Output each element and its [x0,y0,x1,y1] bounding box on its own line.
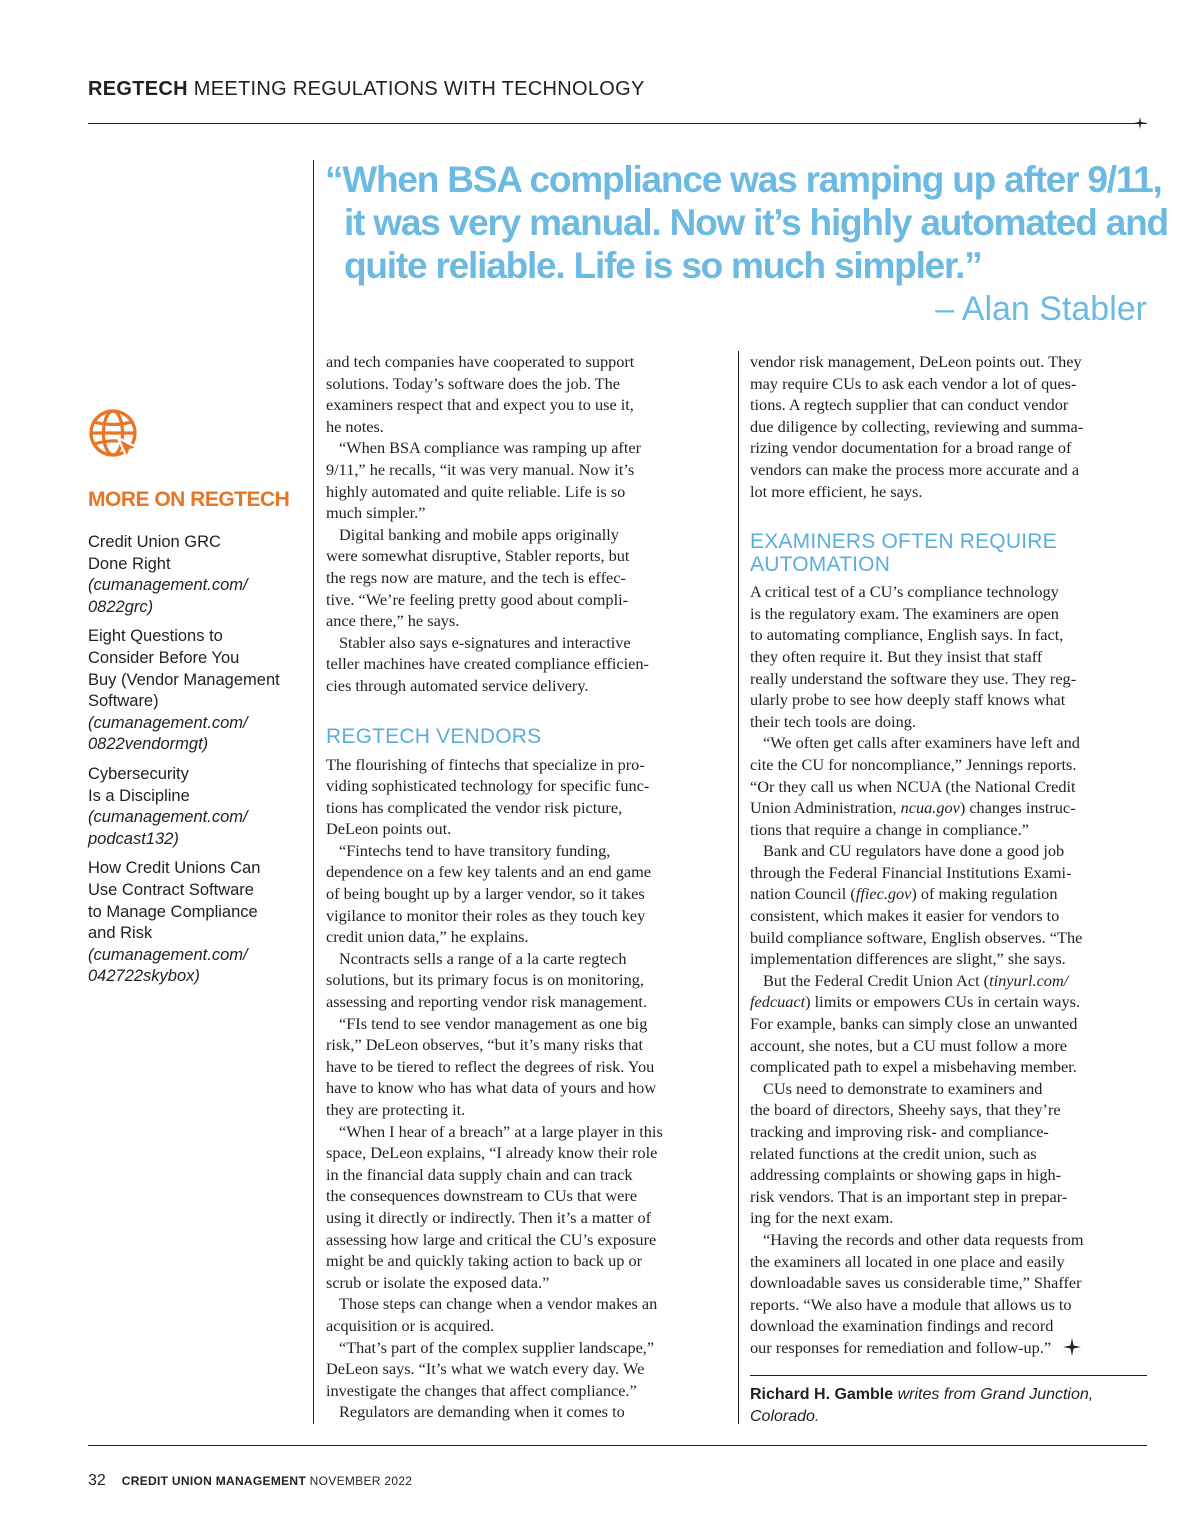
text-line: “When I hear of a breach” at a large player in this [339,1121,663,1141]
page-number: 32 [88,1472,106,1489]
link-text[interactable]: ncua.gov [900,798,960,818]
issue-date: NOVEMBER 2022 [306,1474,413,1488]
related-link-title: Cybersecurity [88,764,189,783]
paragraph [750,732,1150,840]
paragraph [750,351,1150,502]
text-line: Digital banking and mobile apps originally [339,524,619,544]
related-link-title: Credit Union GRC [88,533,221,551]
text-line: build compliance software, English observes. “The [750,927,1083,947]
text-line: “FIs tend to see vendor management as one big [339,1013,648,1033]
spacer [326,697,726,725]
related-link[interactable] [88,626,308,756]
page-footer [88,1472,412,1490]
text-line: tions. A regtech supplier that can conduct vendor [750,395,1069,415]
text-line: rizing vendor documentation for a broad range of [750,438,1072,458]
text-line: the examiners all located in one place and easily [750,1251,1065,1271]
text-line: through the Federal Financial Institutions Exami- [750,862,1072,882]
text-run: ) of making regulation [911,884,1058,904]
text-run: nation Council ( [750,884,856,904]
text-line [750,883,1150,905]
text-line: vendors can make the process more accurate and a [750,459,1080,479]
paragraph [326,437,726,523]
text-line: using it directly or indirectly. Then it’s a matter of [326,1207,652,1227]
text-line: Those steps can change when a vendor makes an [339,1294,658,1314]
text-line: tions has complicated the vendor risk picture, [326,797,623,817]
text-line: the board of directors, Sheehy says, that they’re [750,1100,1061,1120]
article-column-2 [750,351,1150,1359]
text-run: our responses for remediation and follow-up.” [750,1337,1052,1357]
related-link-url: 042722skybox) [88,967,200,986]
text-line: acquisition or is acquired. [326,1315,495,1335]
text-line: assessing how large and critical the CU’s exposure [326,1229,657,1249]
paragraph [326,1293,726,1336]
author-location: Colorado. [750,1408,820,1425]
link-text[interactable]: fedcuact [750,992,806,1012]
text-line: ularly probe to see how deeply staff knows what [750,690,1066,710]
text-line: For example, banks can simply close an unwanted [750,1014,1078,1034]
text-line: implementation differences are slight,” she says. [750,949,1066,969]
text-line: may require CUs to ask each vendor a lot of ques- [750,373,1077,393]
section-heading [750,530,1150,576]
author-byline [750,1384,1150,1428]
text-line: download the examination findings and record [750,1316,1054,1336]
text-line: highly automated and quite reliable. Life is so [326,481,626,501]
text-line: Bank and CU regulators have done a good job [763,841,1065,861]
paragraph [750,1078,1150,1229]
text-line: is the regulatory exam. The examiners are open [750,603,1059,623]
text-line [750,797,1150,819]
text-line: their tech tools are doing. [750,711,916,731]
text-line: he notes. [326,416,384,436]
text-line: downloadable saves us considerable time,” Shaffer [750,1273,1082,1293]
text-line: credit union data,” he explains. [326,927,529,947]
text-line: of being bought up by a larger vendor, so it takes [326,884,645,904]
text-line: teller machines have created compliance efficien- [326,654,649,674]
paragraph [326,754,726,840]
text-line: tions that require a change in compliance.” [750,819,1029,839]
paragraph [750,840,1150,970]
text-line: “Fintechs tend to have transitory funding, [339,840,611,860]
text-line: viding sophisticated technology for specific func- [326,776,650,796]
text-line: risk,” DeLeon observes, “but it’s many risks that [326,1035,643,1055]
related-link-title: to Manage Compliance [88,902,258,921]
text-line: risk vendors. That is an important step in prepar- [750,1186,1068,1206]
text-line: Ncontracts sells a range of a la carte regtech [339,948,627,968]
pull-quote-line: it was very manual. Now it’s highly automated and [344,202,1168,243]
magazine-name: CREDIT UNION MANAGEMENT [121,1474,307,1488]
text-line: in the financial data supply chain and can track [326,1164,633,1184]
related-link-url: 0822grc) [88,597,154,616]
text-line: 9/11,” he recalls, “it was very manual. Now it’s [326,459,635,479]
text-line: Regulators are demanding when it comes to [339,1402,625,1422]
text-line: addressing complaints or showing gaps in high- [750,1165,1062,1185]
text-line: cite the CU for noncompliance,” Jennings reports. [750,754,1077,774]
text-line: “We often get calls after examiners have left and [763,733,1080,753]
paragraph [326,948,726,1013]
text-line: related functions at the credit union, such as [750,1143,1037,1163]
text-line: due diligence by collecting, reviewing and summa- [750,416,1084,436]
text-line [750,1337,1150,1359]
text-line: DeLeon says. “It’s what we watch every day. We [326,1359,645,1379]
paragraph [326,1401,726,1423]
related-link-title: Buy (Vendor Management [88,670,280,689]
related-link-title: How Credit Unions Can [88,859,261,878]
heading-line: AUTOMATION [750,553,891,577]
heading-line: EXAMINERS OFTEN REQUIRE [750,530,1057,554]
text-line: tive. “We’re feeling pretty good about compli- [326,589,629,609]
author-name: Richard H. Gamble [750,1386,894,1403]
text-line: the consequences downstream to CUs that were [326,1186,638,1206]
spacer [750,502,1150,530]
text-line: assessing and reporting vendor risk management. [326,992,648,1012]
related-link-url: 0822vendormgt) [88,735,209,754]
section-heading: REGTECH VENDORS [326,724,542,748]
text-line: DeLeon points out. [326,819,452,839]
paragraph [326,351,726,437]
section-subtitle: MEETING REGULATIONS WITH TECHNOLOGY [193,78,645,100]
paragraph [750,581,1150,732]
text-line [750,970,1150,992]
paragraph [326,1013,726,1121]
text-run: Union Administration, [750,798,901,818]
text-line: reports. “We also have a module that allows us to [750,1294,1072,1314]
text-line: they are protecting it. [326,1100,466,1119]
text-line: might be and quickly taking action to back up or [326,1251,643,1271]
related-link[interactable] [88,858,308,988]
text-line: vigilance to monitor their roles as they touch key [326,905,646,925]
text-line: lot more efficient, he says. [750,481,923,501]
related-link[interactable] [88,532,308,618]
text-line: really understand the software they use. They reg- [750,668,1077,688]
text-line: space, DeLeon explains, “I already know their role [326,1143,658,1163]
globe-cursor-icon [88,408,140,462]
text-line: ing for the next exam. [750,1208,894,1228]
text-line [750,991,1150,1013]
link-text[interactable]: tinyurl.com/ [989,970,1069,990]
paragraph [326,524,726,632]
text-line: Stabler also says e-signatures and interactive [339,632,631,652]
text-line: A critical test of a CU’s compliance technology [750,582,1059,602]
text-line: much simpler.” [326,503,426,523]
text-line: dependence on a few key talents and an end game [326,862,652,882]
pull-quote [325,158,1168,287]
pull-quote-attribution: – Alan Stabler [935,290,1147,328]
related-link-title: Software) [88,692,159,711]
text-line: CUs need to demonstrate to examiners and [763,1078,1043,1098]
text-line: scrub or isolate the exposed data.” [326,1272,550,1292]
byline-divider [750,1375,1147,1376]
running-header [88,78,645,101]
related-link-url: (cumanagement.com/ [88,576,248,595]
text-line: and tech companies have cooperated to support [326,352,635,371]
related-link-url: (cumanagement.com/ [88,713,248,732]
text-line: the regs now are mature, and the tech is effec- [326,567,626,587]
section-label: REGTECH [88,78,188,100]
related-link-title: Done Right [88,554,171,573]
sidebar-title: MORE ON REGTECH [88,488,290,511]
related-link-title: and Risk [88,924,153,943]
text-line: examiners respect that and expect you to use it, [326,395,634,415]
text-line: vendor risk management, DeLeon points out. They [750,352,1082,371]
pull-quote-line: quite reliable. Life is so much simpler.” [344,245,982,286]
related-link[interactable] [88,764,308,850]
related-links-list [88,532,308,996]
quote-divider [313,160,314,1424]
text-line: investigate the changes that affect compliance.” [326,1380,637,1400]
text-run: ) limits or empowers CUs in certain ways. [805,992,1081,1012]
text-line: The flourishing of fintechs that specialize in pro- [326,754,645,774]
text-line: have to know who has what data of yours and how [326,1078,657,1098]
related-link-title: Use Contract Software [88,880,254,899]
paragraph [326,1337,726,1402]
text-line: account, she notes, but a CU must follow a more [750,1035,1067,1055]
text-line: ance there,” he says. [326,611,460,631]
paragraph [326,840,726,948]
text-line: to automating compliance, English says. In fact, [750,625,1064,645]
text-line: solutions, but its primary focus is on monitoring, [326,970,644,990]
related-link-url: podcast132) [88,829,179,848]
text-line: have to be tiered to reflect the degrees of risk. You [326,1056,655,1076]
text-line: “That’s part of the complex supplier landscape,” [339,1337,655,1357]
author-location: writes from Grand Junction, [893,1386,1094,1403]
text-line: solutions. Today’s software does the job. The [326,373,620,393]
article-column-1 [326,351,726,1423]
text-line: “Or they call us when NCUA (the National Credit [750,776,1076,796]
paragraph [326,632,726,697]
pull-quote-line: “When BSA compliance was ramping up after 9/11, [325,159,1162,200]
header-divider [88,123,1147,124]
end-mark-icon [1063,1338,1081,1356]
text-line: consistent, which makes it easier for vendors to [750,906,1060,926]
text-line: they often require it. But they insist that staff [750,646,1043,666]
text-run: ) changes instruc- [959,798,1076,818]
related-link-title: Is a Discipline [88,786,190,805]
text-line: “When BSA compliance was ramping up after [339,438,642,458]
text-run: But the Federal Credit Union Act ( [763,970,990,990]
text-line: were somewhat disruptive, Stabler reports, but [326,546,630,566]
related-link-url: (cumanagement.com/ [88,808,248,827]
related-link-title: Consider Before You [88,648,240,667]
text-line: “Having the records and other data requests from [763,1229,1084,1249]
paragraph [750,970,1150,1078]
text-line: tracking and improving risk- and compliance- [750,1122,1049,1141]
link-text[interactable]: ffiec.gov [855,884,912,904]
paragraph [750,1229,1150,1359]
column-divider [738,351,739,1424]
related-link-title: Eight Questions to [88,627,223,646]
related-link-url: (cumanagement.com/ [88,945,248,964]
footer-divider [88,1445,1147,1446]
sparkle-icon [1134,117,1146,129]
paragraph [326,1121,726,1294]
text-line: cies through automated service delivery. [326,675,589,695]
text-line: complicated path to expel a misbehaving member. [750,1057,1077,1077]
